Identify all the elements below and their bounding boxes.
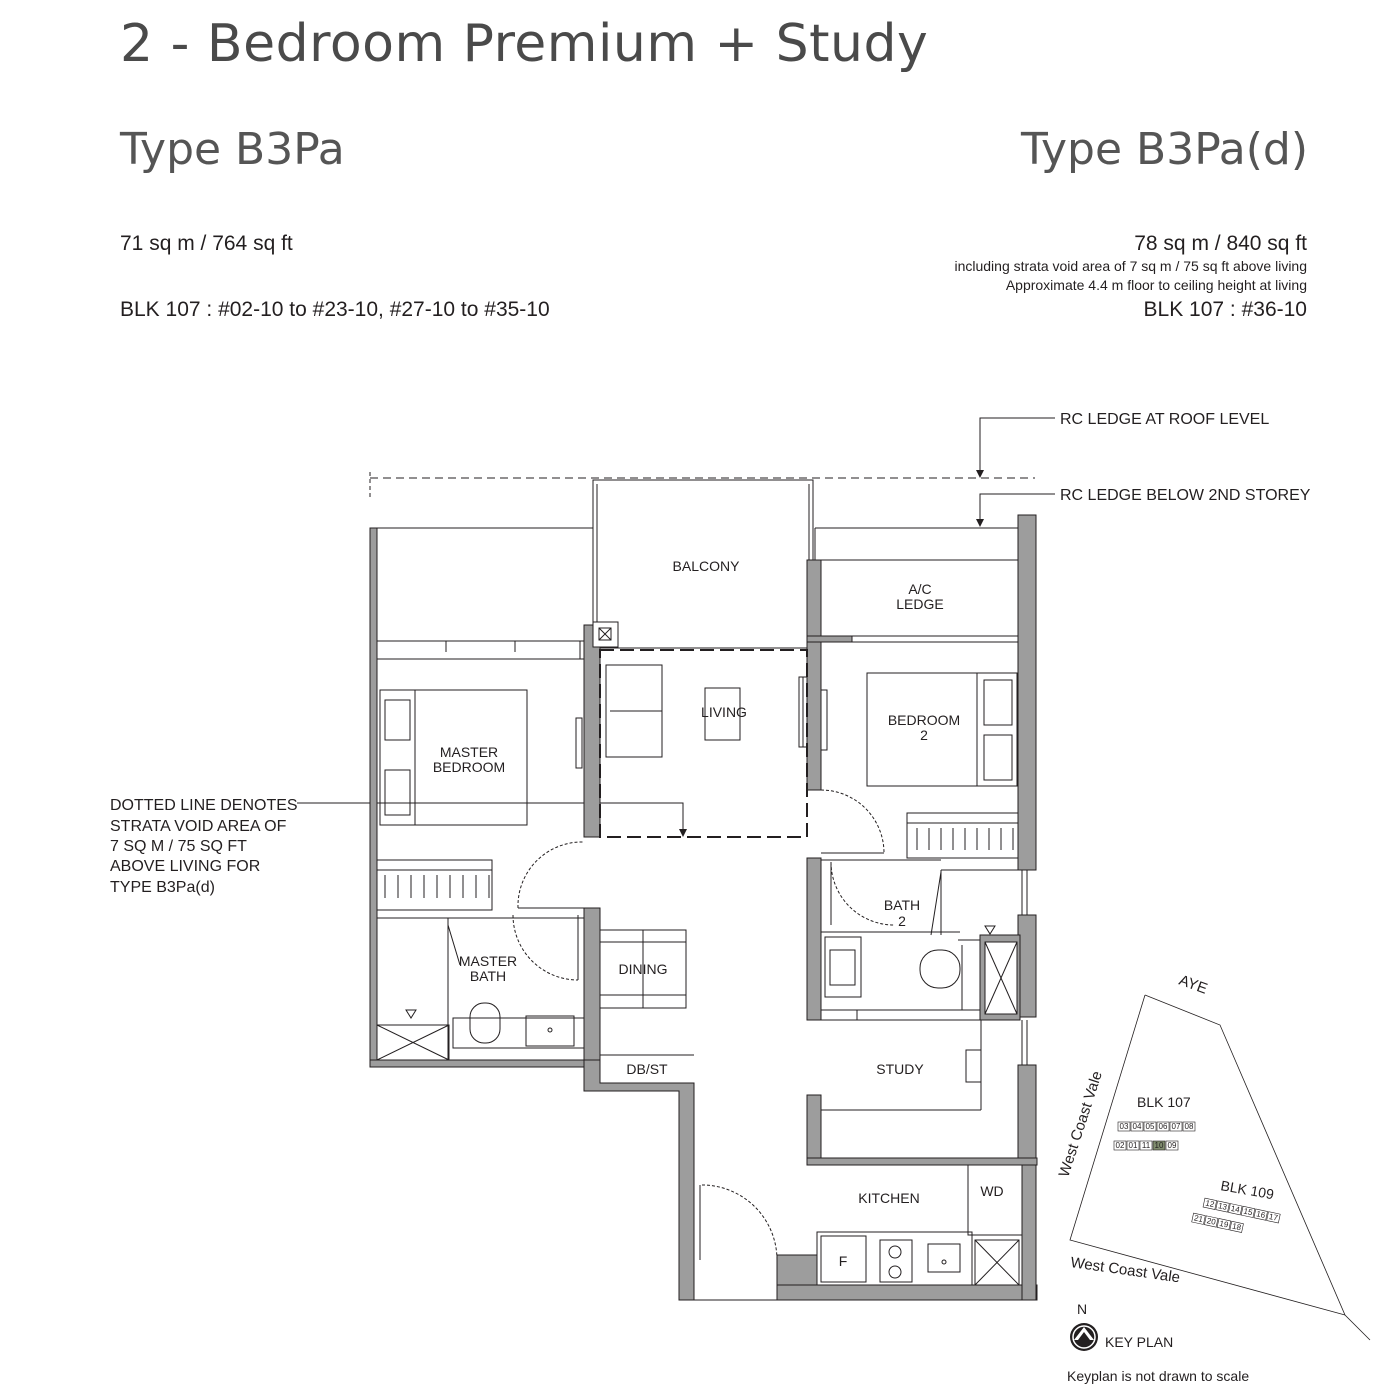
room-ac-ledge-line1: A/C	[908, 581, 932, 597]
keyplan-unit-label: 07	[1171, 1122, 1181, 1131]
walls	[370, 515, 1037, 1300]
keyplan-blk109: BLK 109	[1219, 1177, 1276, 1203]
keyplan-unit-label: 06	[1158, 1122, 1168, 1131]
keyplan-unit-label: 19	[1218, 1218, 1230, 1230]
room-balcony: BALCONY	[672, 558, 740, 574]
keyplan-north: N	[1077, 1301, 1088, 1317]
unit-area-left: 71 sq m / 764 sq ft	[120, 232, 293, 255]
unit-blocks-left: BLK 107 : #02-10 to #23-10, #27-10 to #35-10	[120, 298, 550, 321]
keyplan-unit-label: 15	[1242, 1206, 1254, 1218]
roof-ledge-leader	[980, 418, 1055, 476]
callout-dotted-line1: DOTTED LINE DENOTES	[110, 797, 298, 814]
room-dining: DINING	[618, 961, 668, 977]
callout-dotted-line2: STRATA VOID AREA OF	[110, 818, 287, 835]
room-bedroom2-line1: BEDROOM	[887, 712, 961, 728]
keyplan-blk107: BLK 107	[1137, 1094, 1191, 1110]
room-wd: WD	[980, 1183, 1004, 1199]
keyplan-unit-label: 10	[1154, 1141, 1164, 1150]
keyplan-unit-label: 05	[1145, 1122, 1155, 1131]
key-plan	[1056, 972, 1370, 1384]
keyplan-unit-label: 08	[1184, 1122, 1194, 1131]
keyplan-unit-label: 20	[1205, 1216, 1217, 1227]
blk109-units	[1192, 1196, 1281, 1239]
fridge-label: F	[838, 1253, 848, 1269]
keyplan-unit-label: 16	[1255, 1209, 1267, 1220]
north-arrow-icon	[1070, 1323, 1098, 1351]
room-master-bath-line2: BATH	[469, 968, 507, 984]
blk107-units	[1114, 1122, 1195, 1150]
room-study: STUDY	[876, 1061, 924, 1077]
unit-type-right: Type B3Pa(d)	[1020, 124, 1308, 175]
keyplan-unit-label: 04	[1132, 1122, 1142, 1131]
room-ac-ledge-line2: LEDGE	[896, 596, 944, 612]
keyplan-unit-label: 09	[1167, 1141, 1177, 1150]
room-bath2-line2: 2	[898, 913, 906, 929]
keyplan-unit-label: 18	[1231, 1221, 1242, 1233]
keyplan-aye: AYE	[1176, 971, 1210, 998]
unit-blocks-right: BLK 107 : #36-10	[1143, 298, 1307, 321]
callout-below-ledge: RC LEDGE BELOW 2ND STOREY	[1060, 487, 1311, 504]
master-wardrobe	[377, 860, 492, 910]
keyplan-unit-label: 02	[1115, 1141, 1125, 1150]
height-note: Approximate 4.4 m floor to ceiling height at living	[1005, 277, 1307, 293]
keyplan-unit-label: 17	[1268, 1211, 1279, 1223]
keyplan-road-vertical: West Coast Vale	[1055, 1069, 1106, 1180]
keyplan-note: Keyplan is not drawn to scale	[1067, 1368, 1250, 1384]
callout-dotted-line3: 7 SQ M / 75 SQ FT	[110, 838, 247, 855]
unit-type-left: Type B3Pa	[120, 124, 345, 175]
keyplan-unit-label: 11	[1141, 1141, 1151, 1150]
dotted-leader	[297, 803, 683, 835]
page-title: 2 - Bedroom Premium + Study	[120, 14, 929, 74]
keyplan-road-bottom: West Coast Vale	[1069, 1254, 1182, 1287]
keyplan-boundary-right	[1145, 995, 1370, 1340]
room-bath2-line1: BATH	[883, 897, 921, 913]
void-note: including strata void area of 7 sq m / 75 sq ft above living	[954, 258, 1307, 274]
keyplan-label: KEY PLAN	[1105, 1334, 1174, 1350]
room-master-bedroom-line2: BEDROOM	[432, 759, 506, 775]
keyplan-unit-label: 01	[1128, 1141, 1138, 1150]
keyplan-unit-label: 14	[1229, 1203, 1241, 1215]
bedroom2-bed	[867, 673, 1017, 786]
room-bedroom2-line2: 2	[920, 727, 928, 743]
room-dbst: DB/ST	[626, 1061, 668, 1077]
strata-void-outline	[600, 650, 807, 837]
keyplan-unit-label: 03	[1119, 1122, 1129, 1131]
callout-dotted-line4: ABOVE LIVING FOR	[110, 858, 261, 875]
keyplan-unit-label: 21	[1193, 1213, 1204, 1225]
keyplan-unit-label: 13	[1217, 1201, 1228, 1212]
room-master-bath-line1: MASTER	[458, 953, 518, 969]
room-living: LIVING	[701, 704, 747, 720]
keyplan-unit-label: 12	[1204, 1198, 1216, 1210]
unit-area-right: 78 sq m / 840 sq ft	[1134, 232, 1307, 255]
callout-dotted-line5: TYPE B3Pa(d)	[110, 879, 215, 896]
room-kitchen: KITCHEN	[858, 1190, 920, 1206]
room-master-bedroom-line1: MASTER	[439, 744, 499, 760]
callout-roof-ledge: RC LEDGE AT ROOF LEVEL	[1060, 411, 1270, 428]
